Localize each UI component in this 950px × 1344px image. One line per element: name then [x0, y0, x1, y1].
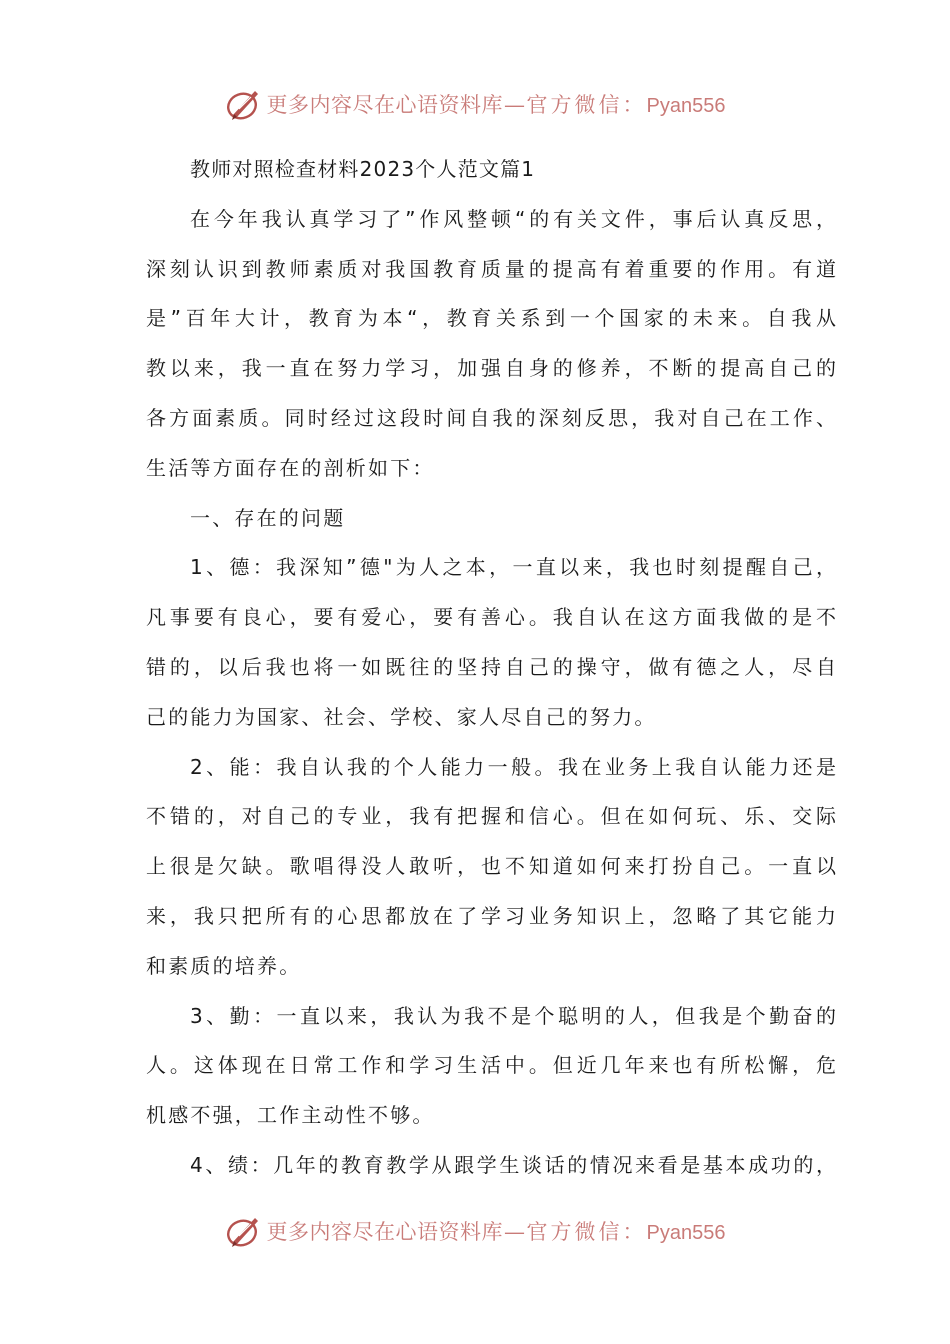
watermark-dash: — — [504, 93, 526, 117]
paragraph-line: 己的能力为国家、社会、学校、家人尽自己的努力。 — [146, 704, 657, 729]
quill-pen-logo-icon — [225, 1212, 263, 1250]
watermark-contact: Pyan556 — [646, 1222, 726, 1244]
paragraph-line: 深刻认识到教师素质对我国教育质量的提高有着重要的作用。有道 — [146, 256, 836, 281]
watermark-text — [267, 1216, 726, 1246]
watermark-text — [267, 89, 726, 119]
paragraph-line: 4、绩：几年的教育教学从跟学生谈话的情况来看是基本成功的， — [190, 1152, 836, 1177]
paragraph-line: 2、能：我自认我的个人能力一般。我在业务上我自认能力还是 — [190, 754, 836, 779]
paragraph-line: 1、德：我深知”德"为人之本，一直以来，我也时刻提醒自己， — [190, 555, 836, 580]
section-heading: 一、存在的问题 — [190, 505, 346, 530]
paragraph-line: 人。这体现在日常工作和学习生活中。但近几年来也有所松懈，危 — [146, 1053, 836, 1078]
paragraph-line: 不错的，对自己的专业，我有把握和信心。但在如何玩、乐、交际 — [146, 804, 836, 829]
document-body — [146, 145, 836, 1191]
watermark-official: 官方微信： — [526, 93, 647, 117]
paragraph-line: 上很是欠缺。歌唱得没人敢听，也不知道如何来打扮自己。一直以 — [146, 854, 836, 879]
paragraph-line: 机感不强，工作主动性不够。 — [146, 1103, 435, 1128]
paragraph-line: 3、勤：一直以来，我认为我不是个聪明的人，但我是个勤奋的 — [190, 1003, 836, 1028]
paragraph-line: 来，我只把所有的心思都放在了学习业务知识上，忽略了其它能力 — [146, 903, 836, 928]
paragraph-line: 和素质的培养。 — [146, 953, 302, 978]
watermark-contact: Pyan556 — [646, 95, 726, 117]
paragraph-line: 凡事要有良心，要有爱心，要有善心。我自认在这方面我做的是不 — [146, 605, 836, 630]
quill-pen-logo-icon — [225, 85, 263, 123]
paragraph-line: 错的，以后我也将一如既往的坚持自己的操守，做有德之人，尽自 — [146, 654, 836, 679]
paragraph-line: 是”百年大计，教育为本“，教育关系到一个国家的未来。自我从 — [146, 306, 836, 331]
paragraph-line: 各方面素质。同时经过这段时间自我的深刻反思，我对自己在工作、 — [146, 405, 836, 430]
watermark-dash: — — [504, 1220, 526, 1244]
paragraph-line: 教以来，我一直在努力学习，加强自身的修养，不断的提高自己的 — [146, 356, 836, 381]
paragraph-line: 在今年我认真学习了”作风整顿“的有关文件，事后认真反思， — [190, 206, 836, 231]
watermark-prefix: 更多内容尽在心语资料库 — [266, 93, 504, 117]
watermark-banner-top — [0, 82, 950, 126]
paragraph-line: 生活等方面存在的剖析如下： — [146, 455, 435, 480]
watermark-official: 官方微信： — [526, 1220, 647, 1244]
document-title: 教师对照检查材料2023个人范文篇1 — [190, 157, 536, 181]
watermark-prefix: 更多内容尽在心语资料库 — [266, 1220, 504, 1244]
watermark-banner-bottom — [0, 1209, 950, 1253]
